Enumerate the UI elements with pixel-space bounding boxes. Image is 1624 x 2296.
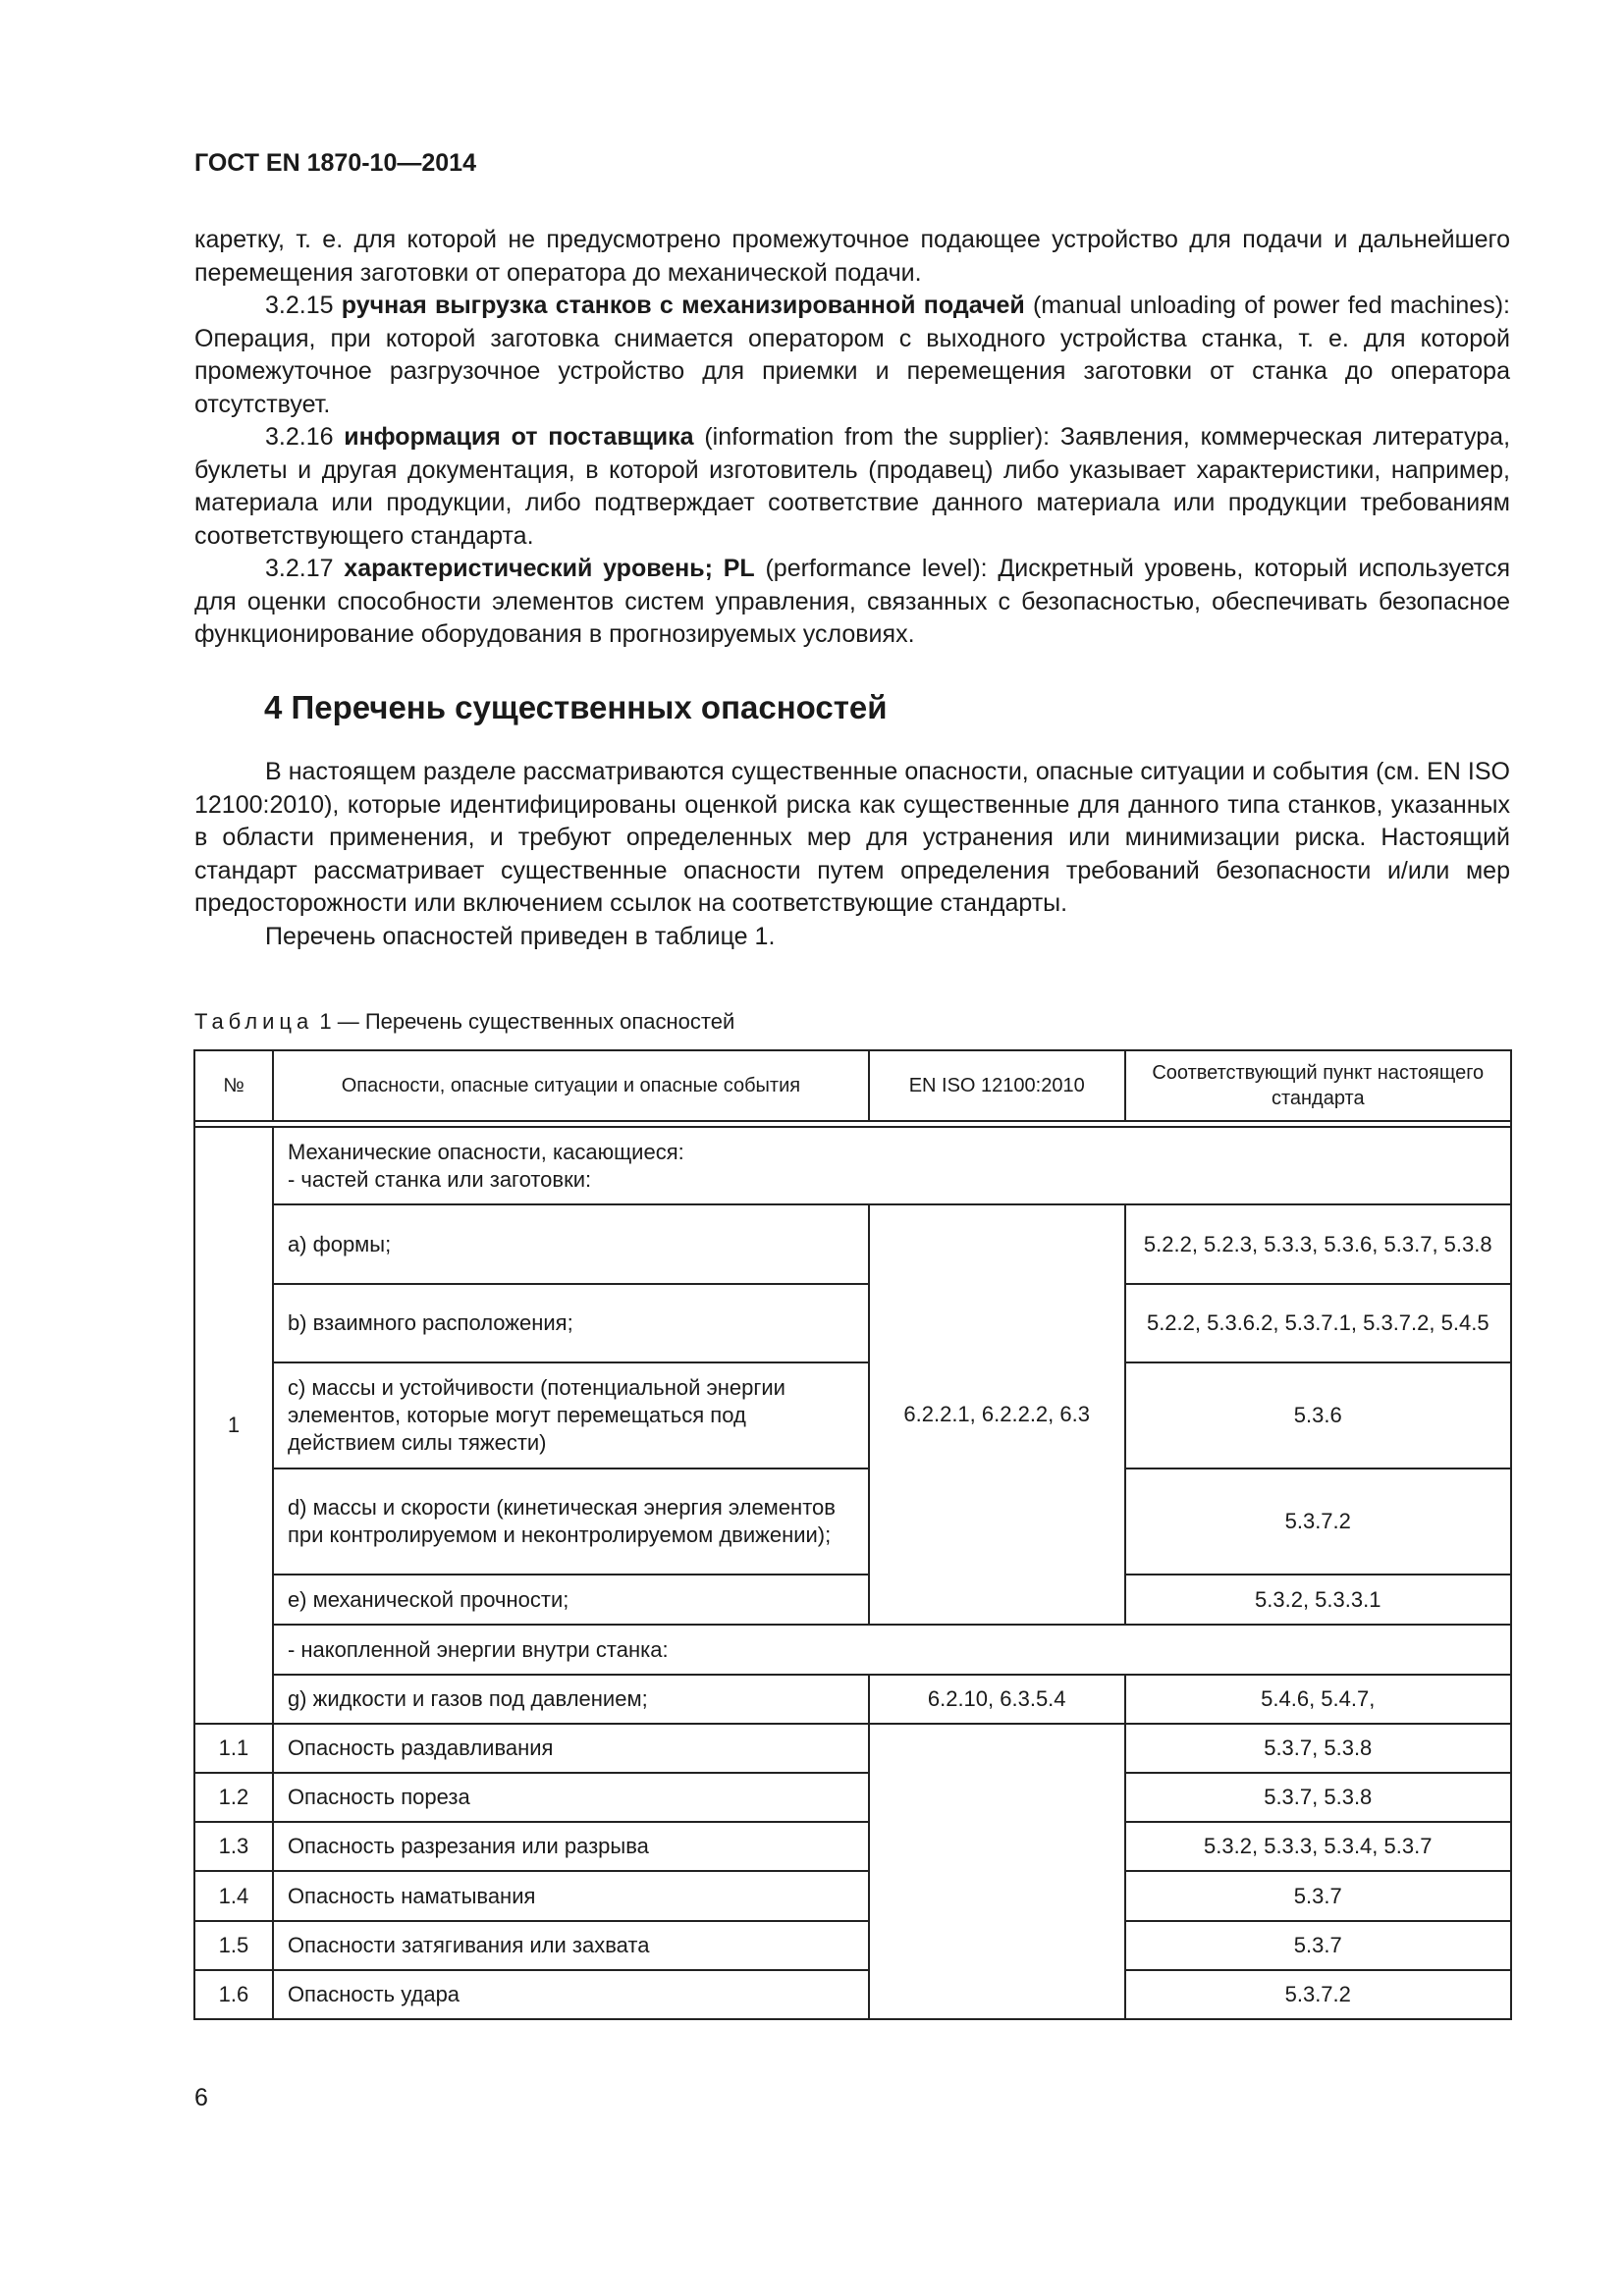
page-number: 6 bbox=[194, 2084, 208, 2111]
clause-reference: 5.2.2, 5.3.6.2, 5.3.7.1, 5.3.7.2, 5.4.5 bbox=[1125, 1284, 1511, 1362]
table-row bbox=[194, 1362, 1511, 1468]
hazard-subgroup: - накопленной энергии внутри станка: bbox=[273, 1625, 1511, 1675]
row-number: 1.6 bbox=[194, 1970, 273, 2019]
iso-reference-empty bbox=[869, 1724, 1125, 2019]
hazard-text: b) взаимного расположения; bbox=[273, 1284, 869, 1362]
hazard-text: Опасность пореза bbox=[273, 1773, 869, 1822]
hazard-text: a) формы; bbox=[273, 1204, 869, 1284]
table-header-row bbox=[194, 1050, 1511, 1121]
clause-reference: 5.3.2, 5.3.3.1 bbox=[1125, 1575, 1511, 1625]
hazard-text: d) массы и скорости (кинетическая энергия элементов при контролируемом и неконтролируемом движении); bbox=[273, 1468, 869, 1575]
hazard-text: c) массы и устойчивости (потенциальной энергии элементов, которые могут перемещаться под действием силы тяжести) bbox=[273, 1362, 869, 1468]
section-title: 4 Перечень существенных опасностей bbox=[264, 689, 888, 725]
hazard-text: Опасность раздавливания bbox=[273, 1724, 869, 1773]
table-row bbox=[194, 1204, 1511, 1284]
table-row bbox=[194, 1970, 1511, 2019]
section-paragraph: В настоящем разделе рассматриваются существенные опасности, опасные ситуации и события (см. EN ISO 12100:2010), которые идентифицированы оценкой риска как существенные для данного типа станков, указанных в области применения, и требуют определенных мер для устранения или минимизации риска. Настоящий стандарт рассматривает существенные опасности путем определения требований безопасности и/или мер предосторожности или включением ссылок на соответствующие стандарты. bbox=[194, 758, 1510, 917]
clause-reference: 5.3.7, 5.3.8 bbox=[1125, 1724, 1511, 1773]
table-row bbox=[194, 1921, 1511, 1970]
definition-3-2-15 bbox=[194, 290, 1510, 421]
clause-reference: 5.3.7.2 bbox=[1125, 1970, 1511, 2019]
hazard-text: g) жидкости и газов под давлением; bbox=[273, 1675, 869, 1724]
table-caption bbox=[194, 1009, 734, 1035]
section-text bbox=[194, 756, 1510, 953]
table-row bbox=[194, 1468, 1511, 1575]
hazard-text: Опасность наматывания bbox=[273, 1871, 869, 1921]
table-row bbox=[194, 1675, 1511, 1724]
definition-text: (manual unloading of power fed machines): Операция, при которой заготовка снимается оператором с выходного устройства станка, т. е. для которой промежуточное разгрузочное устройство для приемки и перемещения заготовки от станка до оператора отсутствует. bbox=[194, 292, 1510, 418]
table-row bbox=[194, 1773, 1511, 1822]
table-row bbox=[194, 1625, 1511, 1675]
hazard-text: Опасность разрезания или разрыва bbox=[273, 1822, 869, 1871]
hazard-text: Опасности затягивания или захвата bbox=[273, 1921, 869, 1970]
definition-3-2-16 bbox=[194, 421, 1510, 553]
clause-reference: 5.4.6, 5.4.7, bbox=[1125, 1675, 1511, 1724]
clause-reference: 5.3.6 bbox=[1125, 1362, 1511, 1468]
clause-number: 3.2.15 bbox=[265, 292, 334, 319]
hazard-text: Опасность удара bbox=[273, 1970, 869, 2019]
table-row bbox=[194, 1127, 1511, 1204]
hazard-text: e) механической прочности; bbox=[273, 1575, 869, 1625]
clause-reference: 5.2.2, 5.2.3, 5.3.3, 5.3.6, 5.3.7, 5.3.8 bbox=[1125, 1204, 1511, 1284]
clause-number: 3.2.16 bbox=[265, 423, 334, 451]
table-row bbox=[194, 1724, 1511, 1773]
iso-reference: 6.2.10, 6.3.5.4 bbox=[869, 1675, 1125, 1724]
clause-number: 3.2.17 bbox=[265, 555, 334, 582]
row-number: 1.3 bbox=[194, 1822, 273, 1871]
row-number: 1.4 bbox=[194, 1871, 273, 1921]
table-row bbox=[194, 1575, 1511, 1625]
table-row bbox=[194, 1284, 1511, 1362]
clause-reference: 5.3.7.2 bbox=[1125, 1468, 1511, 1575]
row-number: 1.2 bbox=[194, 1773, 273, 1822]
definition-3-2-17 bbox=[194, 553, 1510, 652]
row-number: 1.1 bbox=[194, 1724, 273, 1773]
table-caption-label: Таблица bbox=[194, 1009, 314, 1034]
iso-reference: 6.2.2.1, 6.2.2.2, 6.3 bbox=[869, 1204, 1125, 1625]
row-number: 1 bbox=[194, 1127, 273, 1724]
header-iso: EN ISO 12100:2010 bbox=[869, 1050, 1125, 1121]
header-number: № bbox=[194, 1050, 273, 1121]
definition-text: (performance level): Дискретный уровень, который используется для оценки способности элементов систем управления, связанных с безопасностью, обеспечивать безопасное функционирование оборудования в прогнозируемых условиях. bbox=[194, 555, 1511, 648]
header-clause: Соответствующий пункт настоящего стандарта bbox=[1125, 1050, 1511, 1121]
table-row bbox=[194, 1822, 1511, 1871]
term-bold: информация от поставщика bbox=[344, 423, 694, 451]
clause-reference: 5.3.7 bbox=[1125, 1871, 1511, 1921]
hazards-table bbox=[193, 1049, 1512, 2020]
group-intro-line: - частей станка или заготовки: bbox=[287, 1166, 592, 1192]
header-hazards: Опасности, опасные ситуации и опасные события bbox=[273, 1050, 869, 1121]
document-header: ГОСТ EN 1870-10—2014 bbox=[194, 149, 476, 177]
group-intro-line: Механические опасности, касающиеся: bbox=[287, 1139, 684, 1164]
clause-reference: 5.3.7, 5.3.8 bbox=[1125, 1773, 1511, 1822]
row-number: 1.5 bbox=[194, 1921, 273, 1970]
definitions-text bbox=[194, 224, 1510, 652]
clause-reference: 5.3.2, 5.3.3, 5.3.4, 5.3.7 bbox=[1125, 1822, 1511, 1871]
table-caption-text: 1 — Перечень существенных опасностей bbox=[319, 1009, 735, 1034]
table-row bbox=[194, 1871, 1511, 1921]
section-paragraph: Перечень опасностей приведен в таблице 1. bbox=[265, 922, 776, 950]
term-bold: характеристический уровень; PL bbox=[344, 555, 755, 582]
paragraph-continuation: каретку, т. е. для которой не предусмотрено промежуточное подающее устройство для подачи и дальнейшего перемещения заготовки от оператора до механической подачи. bbox=[194, 226, 1510, 287]
clause-reference: 5.3.7 bbox=[1125, 1921, 1511, 1970]
definition-text: (information from the supplier): Заявления, коммерческая литература, буклеты и другая документация, в которой изготовитель (продавец) либо указывает характеристики, например, материала или продукции, либо подтверждает соответствие данного материала или продукции требованиям соответствующего стандарта. bbox=[194, 423, 1511, 550]
term-bold: ручная выгрузка станков с механизированной подачей bbox=[341, 292, 1025, 319]
group-intro bbox=[273, 1127, 1511, 1204]
